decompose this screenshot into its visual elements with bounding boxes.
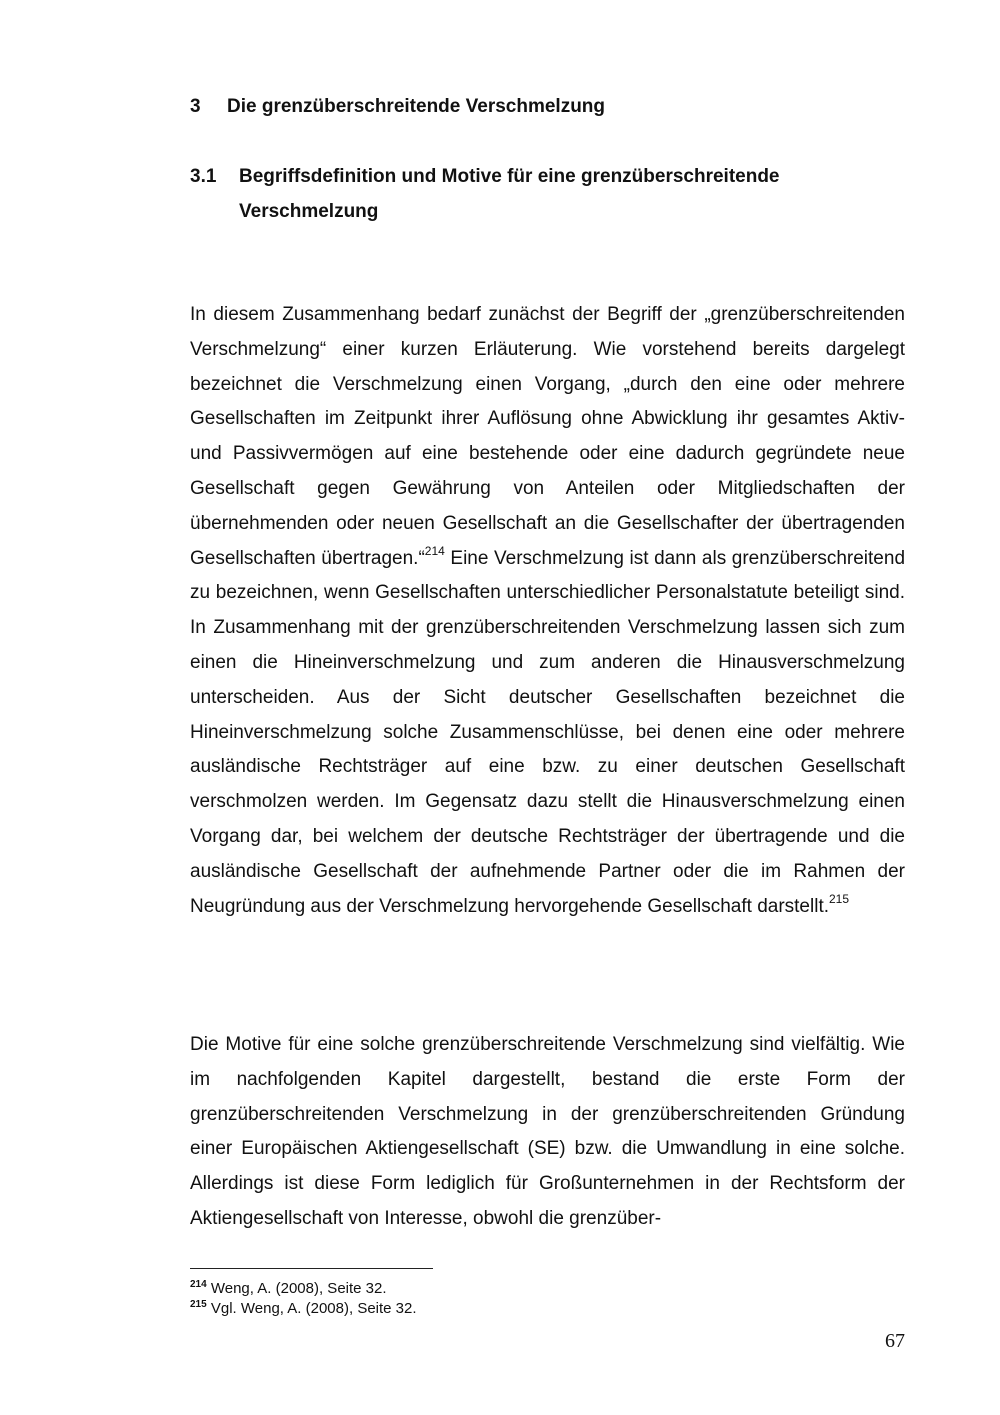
body-paragraph-2 <box>190 1028 905 1237</box>
paragraph-1-text-b: Eine Verschmelzung ist dann als grenzüberschreitend zu bezeichnen, wenn Gesellschaften unterschiedlicher Personalstatute beteiligt sind. In Zusammenhang mit der grenzüberschreitenden Verschmelzung lassen sich zum einen die Hineinverschmelzung und zum anderen die Hinausverschmelzung unterscheiden. Aus der Sicht deutscher Gesellschaften bezeichnet die Hineinverschmelzung solche Zusammenschlüsse, bei denen eine oder mehrere ausländische Rechtsträger auf eine bzw. zu einer deutschen Gesellschaft verschmolzen werden. Im Gegensatz dazu stellt die Hinausverschmelzung einen Vorgang dar, bei welchem der deutsche Rechtsträger der übertragende und die ausländische Gesellschaft der aufnehmende Partner oder die im Rahmen der Neugründung aus der Verschmelzung hervorgehende Gesellschaft darstellt. <box>190 547 906 917</box>
footnote-214 <box>190 1279 387 1299</box>
paragraph-2-text: Die Motive für eine solche grenzüberschreitende Verschmelzung sind vielfältig. Wie im nachfolgenden Kapitel dargestellt, bestand die erste Form der grenzüberschreitenden Verschmelzung in der grenzüberschreitenden Gründung einer Europäischen Aktiengesellschaft (SE) bzw. die Umwandlung in eine solche. Allerdings ist diese Form lediglich für Großunternehmen in der Rechtsform der Aktiengesellschaft von Interesse, obwohl die grenzüber- <box>190 1034 905 1229</box>
subsection-heading <box>190 159 859 229</box>
footnote-separator <box>190 1268 433 1269</box>
footnote-text: Weng, A. (2008), Seite 32. <box>206 1280 387 1297</box>
subsection-title: Begriffsdefinition und Motive für eine grenzüberschreitende Verschmelzung <box>239 166 780 222</box>
section-number: 3 <box>190 96 201 117</box>
footnote-number: 214 <box>190 1279 207 1290</box>
footnote-ref-215[interactable]: 215 <box>829 891 850 906</box>
body-paragraph-1 <box>190 298 905 924</box>
section-title: Die grenzüberschreitende Verschmelzung <box>227 96 606 117</box>
subsection-number: 3.1 <box>190 166 217 187</box>
footnote-text: Vgl. Weng, A. (2008), Seite 32. <box>206 1300 417 1317</box>
footnote-number: 215 <box>190 1299 207 1310</box>
footnote-ref-214[interactable]: 214 <box>424 543 445 558</box>
section-heading <box>190 89 605 124</box>
paragraph-1-text-a: In diesem Zusammenhang bedarf zunächst der Begriff der „grenzüberschreitenden Verschmelzung“ einer kurzen Erläuterung. Wie vorstehend bereits dargelegt bezeichnet die Verschmelzung einen Vorgang, „durch den eine oder mehrere Gesellschaften im Zeitpunkt ihrer Auflösung ohne Abwicklung ihr gesamtes Aktiv- und Passivvermögen auf eine bestehende oder eine dadurch gegründete neue Gesellschaft gegen Gewährung von Anteilen oder Mitgliedschaften der übernehmenden oder neuen Gesellschaft an die Gesellschafter der übertragenden Gesellschaften übertragen.“ <box>190 304 905 569</box>
page-number: 67 <box>885 1330 905 1352</box>
footnote-215 <box>190 1299 417 1319</box>
